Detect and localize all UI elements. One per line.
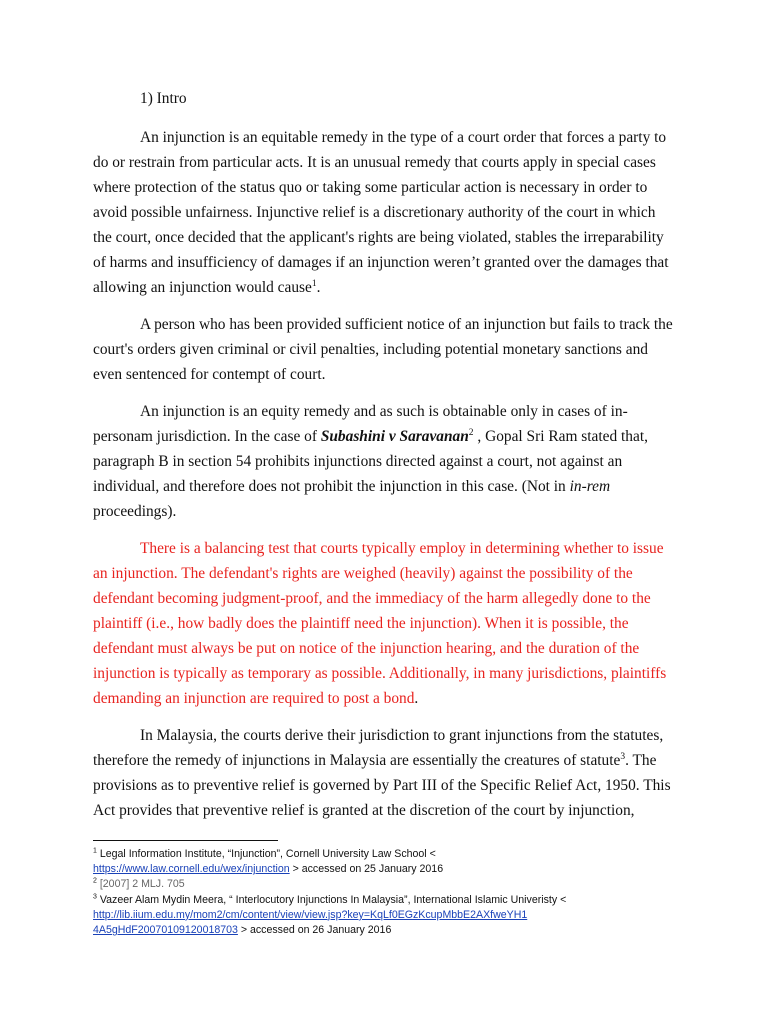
document-body <box>93 86 678 835</box>
section-heading: 1) Intro <box>140 90 187 107</box>
latin-term: in-rem <box>569 478 611 495</box>
paragraph-malaysia <box>93 723 678 823</box>
punctuation: . <box>316 279 321 296</box>
footnote-text: > accessed on 25 January 2016 <box>289 863 444 876</box>
footnote-number: 2 <box>93 877 97 885</box>
footnote-ref-3[interactable]: 3 <box>620 751 626 762</box>
link-line-1: http://lib.iium.edu.my/mom2/cm/content/view/view.jsp?key=KqLf0EGzKcupMbbE2AXfweYH1 <box>93 908 528 921</box>
paragraph-contempt: A person who has been provided sufficient notice of an injunction but fails to track the court's orders given criminal or civil penalties, including potential monetary sanctions and even sentenced for contempt of court. <box>93 316 673 383</box>
paragraph-text: An injunction is an equitable remedy in the type of a court order that forces a party to do or restrain from particular acts. It is an unusual remedy that courts apply in special cases where protection of the status quo or taking some particular action is necessary in order to avoid possible unfairness. Injunctive relief is a discretionary authority of the court in which the court, once decided that the applicant's rights are being violated, stables the irreparability of harms and insufficiency of damages if an injunction weren’t granted over the damages that allowing an injunction would cause <box>93 129 669 296</box>
footnotes <box>93 847 693 938</box>
paragraph-text: In Malaysia, the courts derive their jurisdiction to grant injunctions from the statutes, therefore the remedy of injunctions in Malaysia are essentially the creatures of statute <box>93 727 664 769</box>
paragraph-text: , Gopal Sri Ram stated that, paragraph B in section 54 prohibits injunctions directed against a court, not against an individual, and therefore does not prohibit the injunction in this case. (Not in <box>93 428 648 495</box>
footnote-text: Vazeer Alam Mydin Meera, “ Interlocutory Injunctions In Malaysia”, International Islamic Univeristy < <box>96 893 567 906</box>
paragraph-text: An injunction is an equity remedy and as such is obtainable only in cases of in-personam jurisdiction. In the case of <box>93 403 628 445</box>
case-name: Subashini v Saravanan <box>320 428 469 445</box>
footnote-1 <box>93 847 693 877</box>
punctuation: . <box>414 690 419 707</box>
highlighted-text: There is a balancing test that courts typically employ in determining whether to issue an injunction. The defendant's rights are weighed (heavily) against the possibility of the defendant becoming judgment-proof, and the immediacy of the harm allegedly done to the plaintiff (i.e., how badly does the plaintiff need the injunction). When it is possible, the defendant must always be put on notice of the injunction hearing, and the duration of the injunction is typically as temporary as possible. Additionally, in many jurisdictions, plaintiffs demanding an injunction are required to post a bond <box>93 540 667 707</box>
footnote-number: 1 <box>93 847 97 855</box>
paragraph-injunction-definition <box>93 125 678 300</box>
footnote-2 <box>93 877 693 892</box>
footnote-text: [2007] 2 MLJ. 705 <box>96 878 185 891</box>
paragraph-in-personam <box>93 399 678 524</box>
link-line-2: 4A5gHdF20070109120018703 <box>93 924 238 937</box>
footnote-3 <box>93 893 693 939</box>
paragraph-balancing-test <box>93 536 678 711</box>
footnote-ref-2[interactable]: 2 <box>468 427 474 438</box>
footnote-link[interactable]: https://www.law.cornell.edu/wex/injunction <box>93 863 290 876</box>
footnote-text: > accessed on 26 January 2016 <box>237 924 392 937</box>
footnote-number: 3 <box>93 893 97 901</box>
paragraph-text: . The provisions as to preventive relief is governed by Part III of the Specific Relief Act, 1950. This Act provides that preventive relief is granted at the discretion of the court by injunction, <box>93 752 671 819</box>
footnote-text: Legal Information Institute, “Injunction”, Cornell University Law School < <box>96 848 436 860</box>
footnote-separator <box>93 840 278 841</box>
paragraph-text: proceedings). <box>93 503 177 520</box>
footnote-ref-1[interactable]: 1 <box>311 278 317 289</box>
